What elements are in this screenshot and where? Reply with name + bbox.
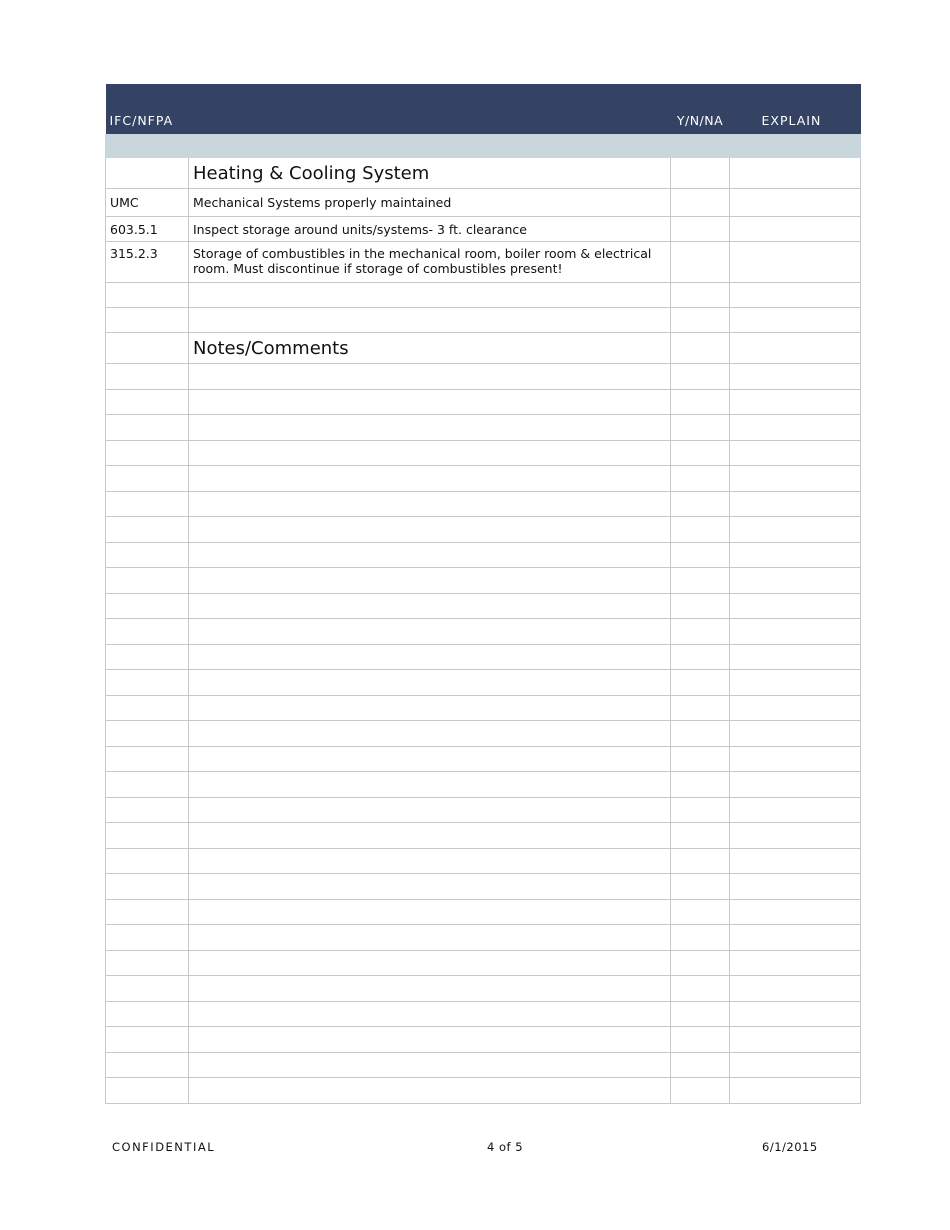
explain-cell[interactable]	[730, 158, 861, 189]
notes-cell[interactable]	[189, 364, 671, 390]
notes-cell[interactable]	[671, 925, 730, 951]
notes-cell[interactable]	[189, 517, 671, 543]
section-row-heating	[106, 158, 861, 189]
notes-cell[interactable]	[671, 721, 730, 747]
notes-cell[interactable]	[189, 976, 671, 1002]
notes-cell	[106, 797, 189, 823]
notes-cell[interactable]	[730, 874, 861, 900]
notes-cell	[106, 389, 189, 415]
notes-row	[106, 517, 861, 543]
notes-cell[interactable]	[671, 389, 730, 415]
notes-cell[interactable]	[189, 619, 671, 645]
notes-row	[106, 1078, 861, 1104]
table-row	[106, 242, 861, 283]
notes-rows	[106, 364, 861, 1104]
notes-cell[interactable]	[189, 772, 671, 798]
notes-cell[interactable]	[189, 644, 671, 670]
notes-row	[106, 1027, 861, 1053]
notes-cell[interactable]	[189, 440, 671, 466]
notes-cell[interactable]	[671, 950, 730, 976]
notes-cell	[106, 848, 189, 874]
notes-row	[106, 848, 861, 874]
status-cell[interactable]	[671, 189, 730, 217]
notes-cell[interactable]	[189, 1078, 671, 1104]
notes-cell[interactable]	[189, 389, 671, 415]
notes-cell[interactable]	[671, 874, 730, 900]
notes-cell[interactable]	[671, 797, 730, 823]
notes-cell[interactable]	[730, 389, 861, 415]
notes-cell[interactable]	[189, 491, 671, 517]
notes-cell[interactable]	[189, 593, 671, 619]
notes-cell	[106, 950, 189, 976]
notes-cell[interactable]	[671, 491, 730, 517]
notes-cell[interactable]	[671, 1001, 730, 1027]
notes-cell[interactable]	[671, 568, 730, 594]
notes-row	[106, 364, 861, 390]
notes-cell	[106, 772, 189, 798]
notes-cell[interactable]	[730, 1052, 861, 1078]
notes-cell[interactable]	[730, 772, 861, 798]
notes-row	[106, 976, 861, 1002]
status-cell[interactable]	[671, 242, 730, 283]
header-band	[106, 135, 861, 158]
notes-cell	[106, 874, 189, 900]
notes-cell	[106, 746, 189, 772]
notes-cell[interactable]	[671, 517, 730, 543]
notes-cell[interactable]	[671, 542, 730, 568]
notes-row	[106, 415, 861, 441]
header-explain: EXPLAIN	[730, 84, 861, 135]
explain-cell[interactable]	[730, 217, 861, 242]
notes-cell[interactable]	[671, 415, 730, 441]
footer-date: 6/1/2015	[762, 1140, 818, 1154]
notes-cell	[106, 491, 189, 517]
notes-cell[interactable]	[730, 440, 861, 466]
notes-cell[interactable]	[671, 364, 730, 390]
row-description: Inspect storage around units/systems- 3 ft. clearance	[189, 217, 671, 242]
notes-cell[interactable]	[730, 925, 861, 951]
notes-cell	[106, 1001, 189, 1027]
notes-cell[interactable]	[189, 823, 671, 849]
notes-row	[106, 695, 861, 721]
notes-cell[interactable]	[671, 1027, 730, 1053]
notes-cell	[106, 568, 189, 594]
notes-cell[interactable]	[189, 415, 671, 441]
notes-cell[interactable]	[189, 542, 671, 568]
notes-cell[interactable]	[730, 619, 861, 645]
inspection-table	[105, 84, 861, 1104]
notes-cell	[106, 976, 189, 1002]
notes-row	[106, 746, 861, 772]
notes-row	[106, 899, 861, 925]
notes-cell	[106, 593, 189, 619]
notes-cell[interactable]	[189, 466, 671, 492]
notes-cell[interactable]	[730, 542, 861, 568]
notes-cell[interactable]	[730, 517, 861, 543]
notes-cell	[106, 1052, 189, 1078]
notes-row	[106, 491, 861, 517]
notes-cell[interactable]	[189, 848, 671, 874]
notes-cell	[106, 415, 189, 441]
notes-cell[interactable]	[730, 644, 861, 670]
notes-cell	[106, 644, 189, 670]
notes-row	[106, 1052, 861, 1078]
notes-row	[106, 619, 861, 645]
row-code: UMC	[106, 189, 189, 217]
notes-cell[interactable]	[730, 491, 861, 517]
section-title-heating: Heating & Cooling System	[189, 158, 671, 189]
notes-cell	[106, 440, 189, 466]
notes-cell[interactable]	[189, 950, 671, 976]
notes-cell[interactable]	[189, 899, 671, 925]
notes-cell	[106, 695, 189, 721]
notes-row	[106, 823, 861, 849]
row-code: 603.5.1	[106, 217, 189, 242]
notes-cell[interactable]	[730, 1001, 861, 1027]
notes-cell[interactable]	[730, 823, 861, 849]
notes-row	[106, 542, 861, 568]
notes-cell	[106, 670, 189, 696]
header-code: IFC/NFPA	[106, 84, 189, 135]
notes-row	[106, 670, 861, 696]
notes-row	[106, 568, 861, 594]
row-description: Storage of combustibles in the mechanical room, boiler room & electrical room. Must discontinue if storage of combustibles present!	[189, 242, 671, 283]
notes-cell[interactable]	[671, 695, 730, 721]
notes-cell[interactable]	[671, 1078, 730, 1104]
notes-row	[106, 772, 861, 798]
notes-cell[interactable]	[730, 976, 861, 1002]
status-cell[interactable]	[671, 217, 730, 242]
notes-cell[interactable]	[189, 670, 671, 696]
notes-cell[interactable]	[189, 695, 671, 721]
explain-cell[interactable]	[730, 189, 861, 217]
section-title-notes: Notes/Comments	[189, 333, 671, 364]
explain-cell[interactable]	[730, 333, 861, 364]
notes-cell[interactable]	[671, 823, 730, 849]
empty-row	[106, 308, 861, 333]
notes-row	[106, 644, 861, 670]
table-row	[106, 189, 861, 217]
notes-cell[interactable]	[730, 721, 861, 747]
notes-row	[106, 950, 861, 976]
notes-row	[106, 389, 861, 415]
notes-cell[interactable]	[189, 1052, 671, 1078]
header-description	[189, 84, 671, 135]
notes-cell[interactable]	[730, 848, 861, 874]
notes-cell	[106, 1078, 189, 1104]
empty-row	[106, 283, 861, 308]
notes-cell	[106, 619, 189, 645]
notes-cell[interactable]	[671, 593, 730, 619]
notes-cell[interactable]	[730, 466, 861, 492]
notes-cell[interactable]	[189, 568, 671, 594]
footer-confidential: CONFIDENTIAL	[112, 1140, 216, 1154]
notes-row	[106, 593, 861, 619]
notes-cell[interactable]	[730, 593, 861, 619]
notes-row	[106, 440, 861, 466]
row-code: 315.2.3	[106, 242, 189, 283]
notes-cell[interactable]	[671, 466, 730, 492]
notes-cell[interactable]	[189, 1001, 671, 1027]
notes-cell[interactable]	[671, 440, 730, 466]
notes-row	[106, 925, 861, 951]
notes-cell[interactable]	[730, 670, 861, 696]
notes-cell	[106, 925, 189, 951]
notes-cell[interactable]	[189, 746, 671, 772]
notes-cell[interactable]	[189, 1027, 671, 1053]
header-status: Y/N/NA	[671, 84, 730, 135]
notes-cell	[106, 364, 189, 390]
notes-cell[interactable]	[189, 721, 671, 747]
notes-row	[106, 466, 861, 492]
status-cell[interactable]	[671, 158, 730, 189]
notes-row	[106, 721, 861, 747]
notes-cell	[106, 517, 189, 543]
notes-cell[interactable]	[189, 874, 671, 900]
notes-cell[interactable]	[730, 415, 861, 441]
notes-cell	[106, 823, 189, 849]
table-header-row	[106, 84, 861, 135]
notes-cell[interactable]	[730, 1078, 861, 1104]
notes-row	[106, 797, 861, 823]
section-row-notes	[106, 333, 861, 364]
explain-cell[interactable]	[730, 242, 861, 283]
row-description: Mechanical Systems properly maintained	[189, 189, 671, 217]
notes-cell	[106, 466, 189, 492]
notes-cell[interactable]	[671, 746, 730, 772]
notes-cell	[106, 542, 189, 568]
notes-row	[106, 1001, 861, 1027]
notes-cell[interactable]	[730, 950, 861, 976]
status-cell[interactable]	[671, 333, 730, 364]
table-row	[106, 217, 861, 242]
notes-cell[interactable]	[189, 797, 671, 823]
notes-cell	[106, 721, 189, 747]
notes-cell[interactable]	[730, 746, 861, 772]
notes-cell	[106, 1027, 189, 1053]
notes-cell[interactable]	[730, 1027, 861, 1053]
notes-cell[interactable]	[189, 925, 671, 951]
notes-cell[interactable]	[671, 670, 730, 696]
footer-page-number: 4 of 5	[487, 1140, 524, 1154]
notes-cell[interactable]	[671, 976, 730, 1002]
notes-cell[interactable]	[671, 772, 730, 798]
notes-cell[interactable]	[730, 364, 861, 390]
notes-cell	[106, 899, 189, 925]
notes-cell[interactable]	[671, 899, 730, 925]
notes-cell[interactable]	[730, 899, 861, 925]
notes-cell[interactable]	[730, 568, 861, 594]
notes-cell[interactable]	[671, 848, 730, 874]
notes-cell[interactable]	[671, 1052, 730, 1078]
notes-row	[106, 874, 861, 900]
notes-cell[interactable]	[730, 695, 861, 721]
notes-cell[interactable]	[671, 644, 730, 670]
notes-cell[interactable]	[671, 619, 730, 645]
notes-cell[interactable]	[730, 797, 861, 823]
